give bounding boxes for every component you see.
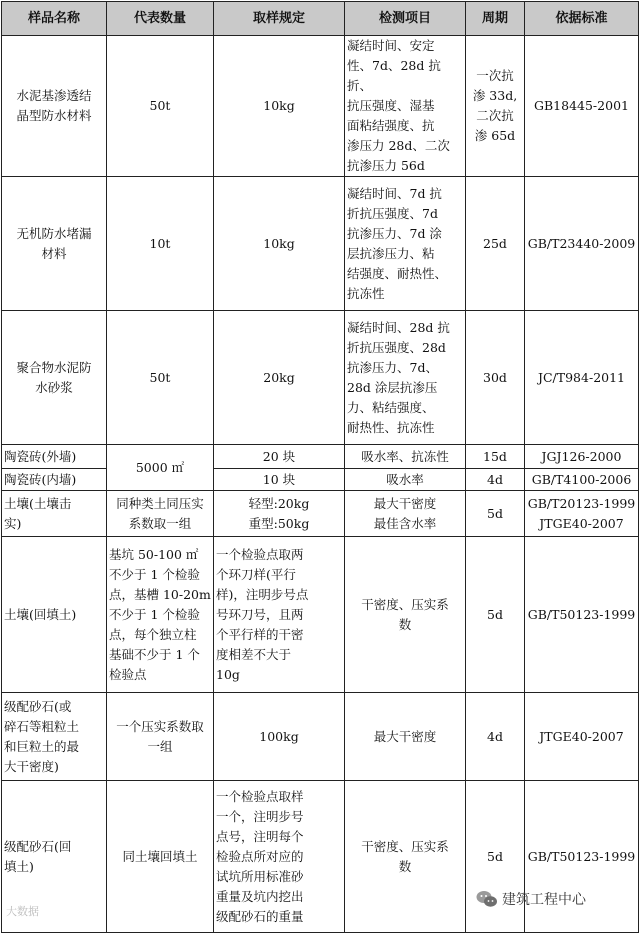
cell-standard: JC/T984-2011	[525, 311, 639, 445]
cell-rule: 20 块	[214, 445, 345, 469]
cell-standard: JGJ126-2000	[525, 445, 639, 469]
cell-standard: GB/T4100-2006	[525, 469, 639, 491]
cell-rule: 10kg	[214, 177, 345, 311]
table-row	[2, 693, 639, 781]
cell-rule: 一个检验点取样 一个，注明步号 点号，注明每个 检验点所对应的 试坑所用标准砂 重量及坑内挖出 级配砂石的重量	[214, 781, 345, 933]
cell-period: 4d	[466, 693, 525, 781]
cell-quantity: 10t	[107, 177, 214, 311]
cell-period: 5d	[466, 537, 525, 693]
cell-name: 聚合物水泥防 水砂浆	[2, 311, 107, 445]
cell-name: 级配砂石(或 碎石等粗粒土 和巨粒土的最 大干密度)	[2, 693, 107, 781]
header-standard: 依据标准	[525, 2, 639, 36]
cell-items: 最大干密度 最佳含水率	[345, 491, 466, 537]
cell-period: 5d	[466, 781, 525, 933]
cell-standard: JTGE40-2007	[525, 693, 639, 781]
cell-rule: 10kg	[214, 36, 345, 177]
test-standards-table	[1, 1, 639, 933]
cell-items: 凝结时间、安定 性、7d、28d 抗折、 抗压强度、湿基 面粘结强度、抗 渗压力 28d、二次 抗渗压力 56d	[345, 36, 466, 177]
cell-rule: 轻型:20kg 重型:50kg	[214, 491, 345, 537]
cell-standard: GB/T23440-2009	[525, 177, 639, 311]
cell-items: 吸水率	[345, 469, 466, 491]
watermark-left	[6, 903, 39, 919]
cell-period: 30d	[466, 311, 525, 445]
cell-name: 陶瓷砖(内墙)	[2, 469, 107, 491]
header-sample-name: 样品名称	[2, 2, 107, 36]
cell-standard: GB/T50123-1999	[525, 781, 639, 933]
cell-name: 级配砂石(回 填土)	[2, 781, 107, 933]
wechat-icon	[476, 890, 498, 908]
table-row	[2, 36, 639, 177]
table-header-row	[2, 2, 639, 36]
cell-quantity: 5000 ㎡	[107, 445, 214, 491]
cell-name: 土壤(回填土)	[2, 537, 107, 693]
watermark-right-text: 建筑工程中心	[502, 892, 586, 908]
cell-standard: GB/T50123-1999	[525, 537, 639, 693]
header-quantity: 代表数量	[107, 2, 214, 36]
cell-name: 陶瓷砖(外墙)	[2, 445, 107, 469]
cell-period: 25d	[466, 177, 525, 311]
cell-quantity: 50t	[107, 36, 214, 177]
table-row	[2, 491, 639, 537]
cell-items: 最大干密度	[345, 693, 466, 781]
cell-period: 4d	[466, 469, 525, 491]
cell-items: 凝结时间、28d 抗 折抗压强度、28d 抗渗压力、7d、 28d 涂层抗渗压 力、粘结强度、 耐热性、抗冻性	[345, 311, 466, 445]
cell-quantity: 一个压实系数取 一组	[107, 693, 214, 781]
cell-rule: 一个检验点取两 个环刀样(平行 样)，注明步号点 号环刀号，且两 个平行样的干密 度相差不大于 10g	[214, 537, 345, 693]
cell-standard: GB18445-2001	[525, 36, 639, 177]
cell-items: 干密度、压实系 数	[345, 781, 466, 933]
cell-quantity: 同土壤回填土	[107, 781, 214, 933]
table-row	[2, 445, 639, 469]
table-row	[2, 177, 639, 311]
cell-standard: GB/T20123-1999 JTGE40-2007	[525, 491, 639, 537]
cell-name: 土壤(土壤击 实)	[2, 491, 107, 537]
cell-name: 无机防水堵漏 材料	[2, 177, 107, 311]
cell-items: 凝结时间、7d 抗 折抗压强度、7d 抗渗压力、7d 涂 层抗渗压力、粘 结强度、耐热性、 抗冻性	[345, 177, 466, 311]
cell-quantity: 50t	[107, 311, 214, 445]
cell-quantity: 同种类土同压实 系数取一组	[107, 491, 214, 537]
cell-rule: 10 块	[214, 469, 345, 491]
watermark-right	[476, 886, 586, 912]
table-row	[2, 469, 639, 491]
cell-period: 5d	[466, 491, 525, 537]
table-row	[2, 537, 639, 693]
cell-period: 一次抗 渗 33d, 二次抗 渗 65d	[466, 36, 525, 177]
header-sampling-rule: 取样规定	[214, 2, 345, 36]
header-period: 周期	[466, 2, 525, 36]
cell-quantity: 基坑 50-100 ㎡ 不少于 1 个检验 点，基槽 10-20m 不少于 1 个检验 点，每个独立柱 基础不少于 1 个 检验点	[107, 537, 214, 693]
cell-period: 15d	[466, 445, 525, 469]
watermark-left-text: 大数据	[6, 905, 39, 918]
cell-rule: 100kg	[214, 693, 345, 781]
header-test-items: 检测项目	[345, 2, 466, 36]
cell-items: 吸水率、抗冻性	[345, 445, 466, 469]
cell-rule: 20kg	[214, 311, 345, 445]
cell-name: 水泥基渗透结 晶型防水材料	[2, 36, 107, 177]
table-row	[2, 311, 639, 445]
cell-items: 干密度、压实系 数	[345, 537, 466, 693]
